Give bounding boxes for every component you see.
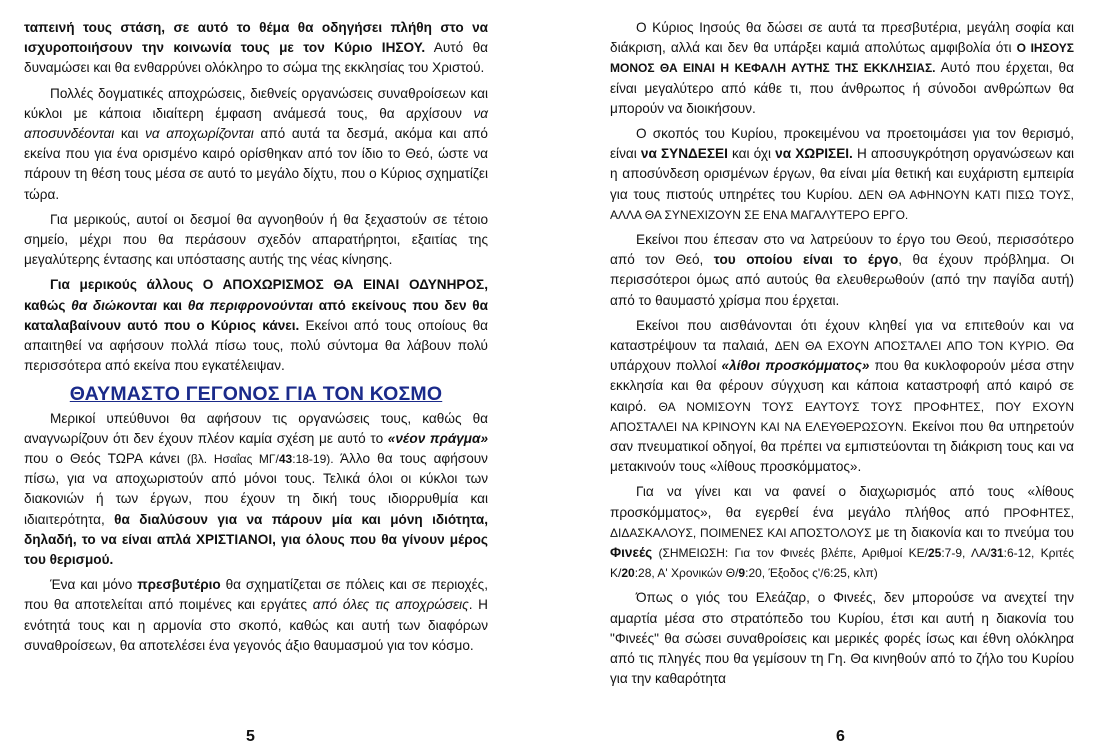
page-number: 5	[246, 728, 255, 745]
paragraph: Ένα και μόνο πρεσβυτέριο θα σχηματίζεται σε πόλεις και σε περιοχές, που θα αποτελείται από ποιμένες και εργάτες από όλες τις αποχρώσεις. Η ενότητά τους και η αρμονία στο σκοπό, καθώς και αυτή των διαφόρων συναθροίσεων, θα αποτελέσει ένα γεγονός άξιο θαυμασμού για τον κόσμο.	[24, 577, 489, 653]
paragraph: Ο σκοπός του Κυρίου, προκειμένου να προετοιμάσει για τον θερισμό, είναι να ΣΥΝΔΕΣΕΙ και όχι να ΧΩΡΙΣΕΙ. Η αποσυγκρότηση οργανώσεων και η αποσύνδεση ορισμένων έργων, θα είναι μία θετική και ευχάριστη εμπειρία για τους πιστούς υπηρέτες του Κυρίου. ΔΕΝ ΘΑ ΑΦΗΝΟΥΝ ΚΑΤΙ ΠΙΣΩ ΤΟΥΣ, ΑΛΛΑ ΘΑ ΣΥΝΕΧΙΖΟΥΝ ΣΕ ΕΝΑ ΜΑΓΑΛΥΤΕΡΟ ΕΡΓΟ.	[610, 126, 1074, 222]
paragraph: Μερικοί υπεύθυνοι θα αφήσουν τις οργανώσεις τους, καθώς θα αναγνωρίζουν ότι δεν έχουν πλέον καμία σχέση με αυτό το «νέον πράγμα» που ο Θεός ΤΩΡΑ κάνει (βλ. Ησαΐας ΜΓ/43:18-19). Άλλο θα τους αφήσουν πίσω, για να αποχωριστούν από μόνοι τους. Τελικά όλοι οι κύκλοι των διακονιών ή των έργων, που έχουν τη δική τους ιδιορρυθμία και ιδιαιτερότητα, θα διαλύσουν για να πάρουν μία και μόνη ιδιότητα, δηλαδή, το να είναι απλά ΧΡΙΣΤΙΑΝΟΙ, για όλους που θα γίνουν μέρος του θερισμού.	[24, 410, 488, 568]
paragraph: Για μερικούς, αυτοί οι δεσμοί θα αγνοηθούν ή θα ξεχαστούν σε τέτοιο σημείο, μέχρι που θα περάσουν σχεδόν απαρατήρητοι, εξαιτίας της μεγαλύτερης έντασης και υπόστασης αυτής της νέας κίνησης.	[24, 211, 488, 268]
paragraph: Για μερικούς άλλους Ο ΑΠΟΧΩΡΙΣΜΟΣ ΘΑ ΕΙΝΑΙ ΟΔΥΝΗΡΟΣ, καθώς θα διώκονται και θα περιφρονούνται από εκείνους που δεν θα καταλαβαίνουν αυτό που ο Κύριος κάνει. Εκείνοι από τους οποίους θα απαιτηθεί να αφήσουν πολλά πίσω τους, πολύ σύντομα θα λάβουν πολύ περισσότερα από εκείνα που εγκατέλειψαν.	[24, 277, 488, 374]
section-heading: ΘΑΥΜΑΣΤΟ ΓΕΓΟΝΟΣ ΓΙΑ ΤΟΝ ΚΟΣΜΟ	[69, 383, 443, 406]
left-page	[24, 18, 488, 661]
page-number: 6	[836, 728, 845, 745]
right-page	[610, 18, 1074, 695]
paragraph: Όπως ο γιός του Ελεάζαρ, ο Φινεές, δεν μπορούσε να ανεχτεί την αμαρτία μέσα στο στρατόπεδο του Κυρίου, έτσι και αυτή η διακονία του "Φινεές" θα σώσει συναθροίσεις και μερικές φορές ίσως και έθνη ολόκληρα από τις πληγές που θα γεμίσουν τη Γη. Θα κινηθούν από το ζήλο του Κυρίου για την καθαρότητα	[610, 590, 1074, 687]
paragraph: ταπεινή τους στάση, σε αυτό το θέμα θα οδηγήσει πλήθη στο να ισχυροποιήσουν την κοινωνία τους με τον Κύριο ΙΗΣΟΥ. Αυτό θα δυναμώσει και θα ενθαρρύνει ολόκληρο το σώμα της εκκλησίας του Χριστού.	[24, 20, 489, 76]
paragraph: Για να γίνει και να φανεί ο διαχωρισμός από τους «λίθους προσκόμματος», θα εγερθεί ένα μεγάλο πλήθος από ΠΡΟΦΗΤΕΣ, ΔΙΔΑΣΚΑΛΟΥΣ, ΠΟΙΜΕΝΕΣ ΚΑΙ ΑΠΟΣΤΟΛΟΥΣ με τη διακονία και το πνεύμα του Φινεές (ΣΗΜΕΙΩΣΗ: Για τον Φινεές βλέπε, Αριθμοί ΚΕ/25:7-9, ΛΑ/31:6-12, Κριτές Κ/20:28, Α' Χρονικών Θ/9:20, Έξοδος ς'/6:25, κλπ)	[610, 484, 1075, 581]
paragraph: Ο Κύριος Ιησούς θα δώσει σε αυτά τα πρεσβυτέρια, μεγάλη σοφία και διάκριση, αλλά και δεν θα υπάρξει καμιά απολύτως αμφιβολία ότι Ο ΙΗΣΟΥΣ ΜΟΝΟΣ ΘΑ ΕΙΝΑΙ Η ΚΕΦΑΛΗ ΑΥΤΗΣ ΤΗΣ ΕΚΚΛΗΣΙΑΣ. Αυτό που έρχεται, θα είναι μεγαλύτερο από κάθε τι, που άνθρωπος ή σύνοδοι ανθρώπων θα μπορούν να διοικήσουν.	[610, 20, 1075, 116]
paragraph: Πολλές δογματικές αποχρώσεις, διεθνείς οργανώσεις συναθροίσεων και κύκλοι με κάποια ιδιαίτερη έμφαση ανάμεσά τους, θα αρχίσουν να αποσυνδέονται και να αποχωρίζονται από αυτά τα δεσμά, ακόμα και από εκείνα που για ένα ορισμένο καιρό ορίσθηκαν από τον ίδιο το Θεό, ώστε να πάρουν τη θέση τους μέσα σε αυτό το μεγάλο δίχτυ, που ο Κύριος σχηματίζει τώρα.	[24, 85, 488, 202]
paragraph: Εκείνοι που έπεσαν στο να λατρεύουν το έργο του Θεού, περισσότερο από τον Θεό, του οποίου είναι το έργο, θα έχουν πρόβλημα. Οι περισσότεροι όμως από αυτούς θα ελευθερωθούν (από την παγίδα αυτή) από το θαυμαστό χρίσμα που έρχεται.	[610, 232, 1074, 308]
paragraph: Εκείνοι που αισθάνονται ότι έχουν κληθεί για να επιτεθούν και να καταστρέψουν τα παλαιά, ΔΕΝ ΘΑ ΕΧΟΥΝ ΑΠΟΣΤΑΛΕΙ ΑΠΟ ΤΟΝ ΚΥΡΙΟ. Θα υπάρχουν πολλοί «λίθοι προσκόμματος» που θα κυκλοφορούν μέσα στην εκκλησία και θα φέρουν σύγχυση και κάποια καταστροφή από καιρό σε καιρό. ΘΑ ΝΟΜΙΣΟΥΝ ΤΟΥΣ ΕΑΥΤΟΥΣ ΤΟΥΣ ΠΡΟΦΗΤΕΣ, ΠΟΥ ΕΧΟΥΝ ΑΠΟΣΤΑΛΕΙ ΝΑ ΚΡΙΝΟΥΝ ΚΑΙ ΝΑ ΕΛΕΥΘΕΡΩΣΟΥΝ. Εκείνοι που θα υπηρετούν σαν πνευματικοί οδηγοί, θα πρέπει να εμπιστεύονται τη διάκριση τους και να μετακινούν τους «λίθους προσκόμματος».	[610, 317, 1075, 475]
